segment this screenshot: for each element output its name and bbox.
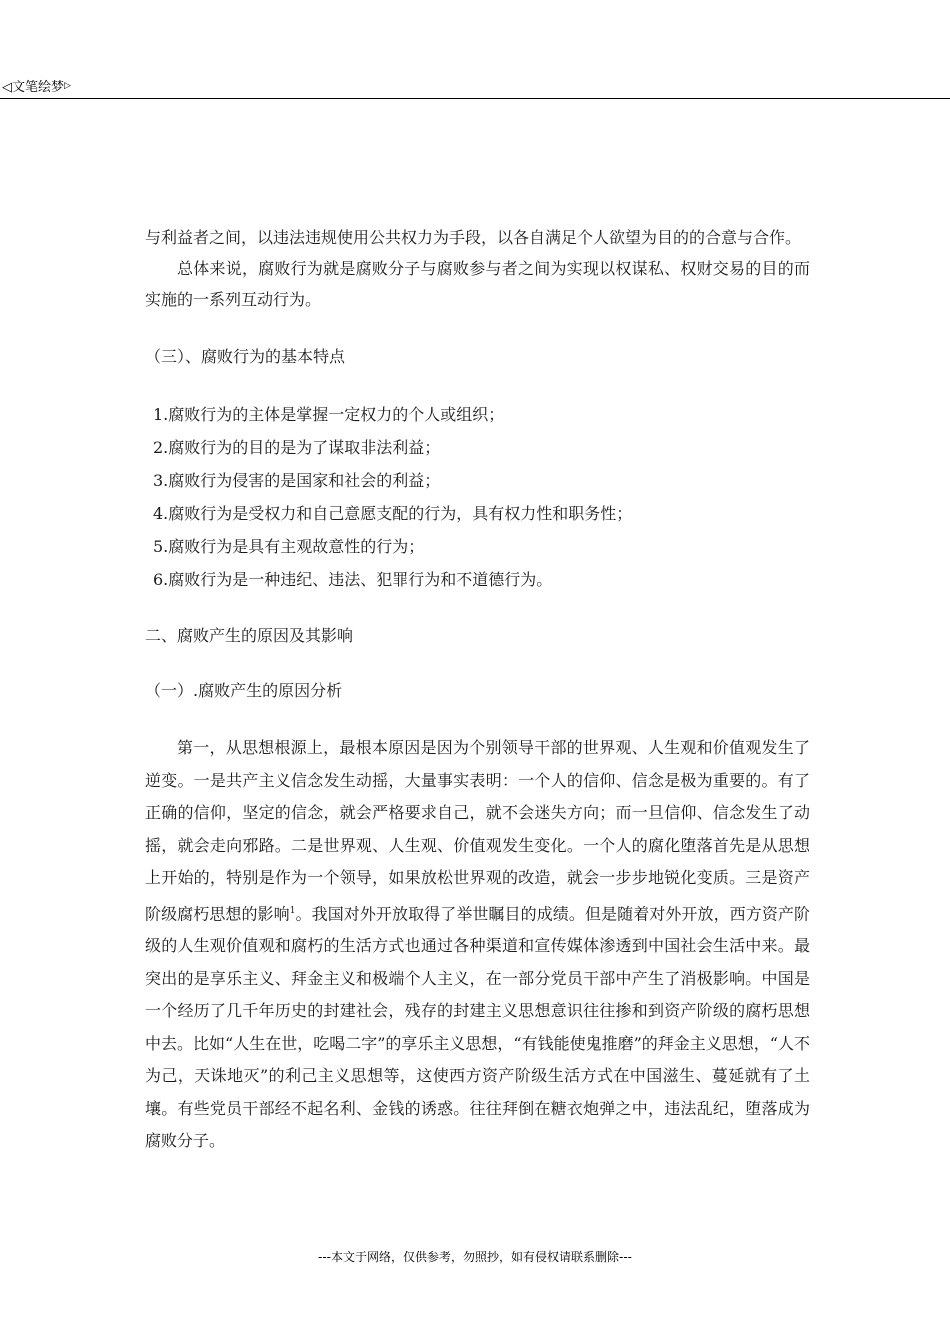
list-item: 1.腐败行为的主体是掌握一定权力的个人或组织；: [153, 405, 505, 424]
header-brand: [2, 76, 71, 95]
heading-section-2: 二、腐败产生的原因及其影响: [145, 626, 354, 645]
page-header: [0, 74, 950, 99]
right-triangle-icon: ▷: [64, 81, 71, 91]
footnote-marker[interactable]: 1: [289, 905, 296, 916]
left-triangle-icon: ◁: [2, 80, 12, 95]
heading-cause-analysis: （一）.腐败产生的原因分析: [145, 681, 343, 700]
list-item: 4.腐败行为是受权力和自己意愿支配的行为，具有权力性和职务性；: [153, 504, 633, 523]
heading-traits: （三）、腐败行为的基本特点: [145, 347, 346, 366]
list-item: 2.腐败行为的目的是为了谋取非法利益；: [153, 438, 441, 457]
list-item: 3.腐败行为侵害的是国家和社会的利益；: [153, 471, 441, 490]
list-item: 6.腐败行为是一种违纪、违法、犯罪行为和不道德行为。: [153, 570, 553, 589]
paragraph-continuation: 与利益者之间，以违法违规使用公共权力为手段，以各自满足个人欲望为目的的合意与合作。: [145, 228, 802, 247]
paragraph-text-part-1: 第一，从思想根源上，最根本原因是因为个别领导干部的世界观、人生观和价值观发生了逆变。一是共产主义信念发生动摇，大量事实表明：一个人的信仰、信念是极为重要的。有了正确的信仰，坚定的信念，就会严格要求自己，就不会迷失方向；而一旦信仰、信念发生了动摇，就会走向邪路。二是世界观、人生观、价值观发生变化。一个人的腐化堕落首先是从思想上开始的，特别是作为一个领导，如果放松世界观的改造，就会一步步地锐化变质。三是资产阶级腐朽思想的影响: [145, 738, 810, 923]
paragraph-ideological-roots: [145, 732, 810, 1158]
traits-list: [145, 398, 810, 596]
brand-name: 文笔绘梦: [12, 80, 65, 95]
paragraph-text-part-2: 。我国对外开放取得了举世瞩目的成绩。但是随着对外开放，西方资产阶级的人生观价值观和腐朽的生活方式也通过各种渠道和宣传媒体渗透到中国社会生活中来。最突出的是享乐主义、拜金主义和极端个人主义，在一部分党员干部中产生了消极影响。中国是一个经历了几千年历史的封建社会，残存的封建主义思想意识往往掺和到资产阶级的腐朽思想中去。比如“人生在世，吃喝二字”的享乐主义思想，“有钱能使鬼推磨”的拜金主义思想，“人不为己，天诛地灭”的利己主义思想等，这使西方资产阶级生活方式在中国滋生、蔓延就有了土壤。有些党员干部经不起名利、金钱的诱惑。往往拜倒在糖衣炮弹之中，违法乱纪，堕落成为腐败分子。: [145, 903, 810, 1151]
list-item: 5.腐败行为是具有主观故意性的行为；: [153, 537, 425, 556]
document-body: [145, 222, 810, 1158]
paragraph-summary: 总体来说，腐败行为就是腐败分子与腐败参与者之间为实现以权谋私、权财交易的目的而实施的一系列互动行为。: [145, 259, 810, 309]
page-footer-notice: ---本文于网络，仅供参考，勿照抄，如有侵权请联系删除---: [318, 1250, 632, 1264]
